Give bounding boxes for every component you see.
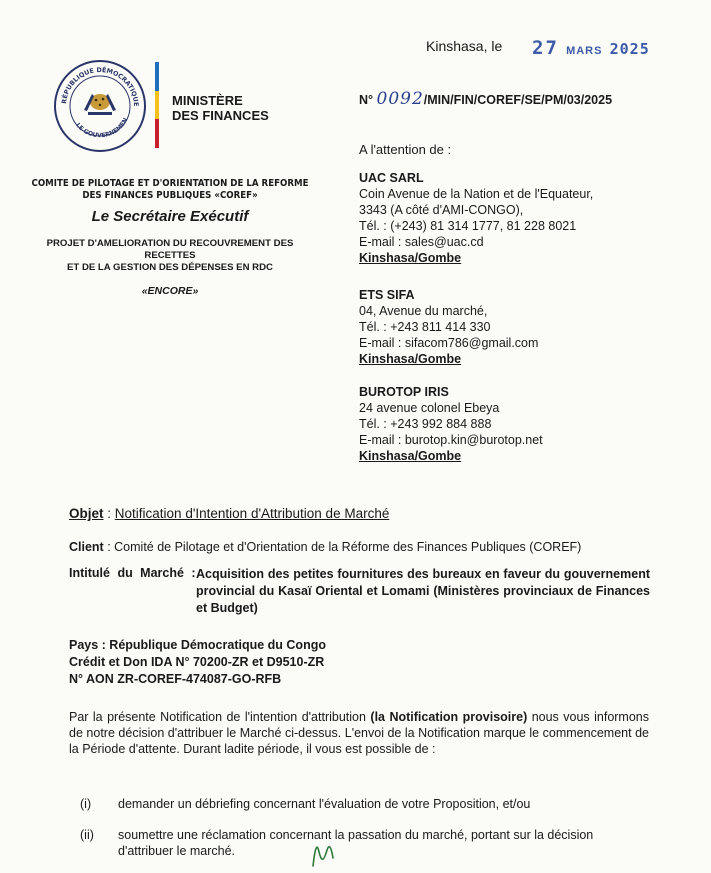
encore-label: «ENCORE»: [141, 285, 199, 297]
subject-value: Notification d'Intention d'Attribution de Marché: [114, 506, 390, 521]
list-item: [80, 796, 640, 816]
recipient-line: Tél. : +243 811 414 330: [359, 320, 491, 334]
date-day: 27: [532, 37, 559, 59]
recipient-block: [359, 287, 538, 367]
coref-line-1: COMITE DE PILOTAGE ET D'ORIENTATION DE LA REFORME: [31, 178, 309, 189]
projet-line-2: ET DE LA GESTION DES DÉPENSES EN RDC: [67, 262, 273, 273]
recipient-line: 04, Avenue du marché,: [359, 304, 488, 318]
contract-title-label: Intitulé du Marché :: [69, 566, 196, 580]
recipient-line: Tél. : (+243) 81 314 1777, 81 228 8021: [359, 219, 577, 233]
contract-title-value: Acquisition des petites fournitures des bureaux en faveur du gouvernement provincial du Kasaï Oriental et Lomami (Ministères provinciaux de Finances et Budget): [196, 567, 650, 615]
recipient-line: Tél. : +243 992 884 888: [359, 417, 492, 431]
flag-stripe-blue: [155, 62, 159, 91]
date-stamp: [532, 37, 650, 59]
leopard-emblem-icon: [84, 94, 116, 115]
flag-stripe-red: [155, 119, 159, 148]
paragraph-end: nous vous informons de notre décision d'attribuer le Marché ci-dessus. L'envoi de la Notification marque le commencement de la Période d'attente. Durant ladite période, il vous est possible de :: [69, 710, 650, 756]
recipient-name: BUROTOP IRIS: [359, 385, 449, 399]
recipient-block: [359, 384, 543, 464]
flag-stripe-yellow: [155, 91, 159, 120]
seal-bottom-text: LE GOUVERNEMEN: [74, 116, 130, 140]
aon-line: N° AON ZR-COREF-474087-GO-RFB: [69, 672, 282, 686]
reference-handwritten-number: 0092: [376, 89, 424, 109]
recipient-line: 3343 (A côté d'AMI-CONGO),: [359, 203, 524, 217]
ministry-name: [172, 93, 269, 123]
client-line: [69, 540, 581, 554]
ministry-line-1: MINISTÈRE: [172, 93, 243, 108]
recipient-block: [359, 170, 593, 266]
list-item-number: (i): [80, 797, 92, 811]
subject-label: Objet: [69, 506, 104, 521]
credit-line: Crédit et Don IDA N° 70200-ZR et D9510-ZR: [69, 655, 325, 669]
coref-line-2: DES FINANCES PUBLIQUES «COREF»: [82, 190, 258, 201]
handwritten-initial-mark: [305, 838, 345, 868]
coref-heading: [20, 178, 320, 202]
client-value: Comité de Pilotage et d'Orientation de la Réforme des Finances Publiques (COREF): [114, 540, 582, 554]
attention-line: A l'attention de :: [359, 142, 452, 157]
list-item-number: (ii): [80, 828, 94, 842]
projet-line-1: PROJET D'AMELIORATION DU RECOUVREMENT DES RECETTES: [46, 238, 294, 261]
list-item-text: soumettre une réclamation concernant la passation du marché, portant sur la décision d'attribuer le marché.: [118, 828, 594, 858]
recipient-name: ETS SIFA: [359, 288, 415, 302]
recipient-line: E-mail : burotop.kin@burotop.net: [359, 433, 543, 447]
recipient-line: E-mail : sales@uac.cd: [359, 235, 484, 249]
reference-prefix: N°: [359, 93, 374, 107]
client-sep: :: [103, 540, 115, 554]
projet-heading: [20, 238, 320, 274]
government-seal: [52, 58, 148, 154]
paragraph-bold: (la Notification provisoire): [370, 710, 528, 724]
date-year: 2025: [609, 40, 650, 58]
recipient-city: Kinshasa/Gombe: [359, 449, 462, 463]
list-item-text: demander un débriefing concernant l'évaluation de votre Proposition, et/ou: [118, 797, 531, 811]
recipient-line: 24 avenue colonel Ebeya: [359, 401, 500, 415]
subject-sep: :: [103, 506, 115, 521]
reference-number: [359, 89, 612, 109]
paragraph-start: Par la présente Notification de l'intention d'attribution: [69, 710, 371, 724]
recipient-name: UAC SARL: [359, 171, 424, 185]
seal-ring-text: RÉPUBLIQUE DÉMOCRATIQUE: [60, 65, 141, 107]
recipient-line: E-mail : sifacom786@gmail.com: [359, 336, 539, 350]
list-item: [80, 827, 640, 863]
client-label: Client: [69, 540, 104, 554]
recipient-city: Kinshasa/Gombe: [359, 352, 462, 366]
secretary-executive-title: Le Secrétaire Exécutif: [91, 208, 249, 225]
country-line: Pays : République Démocratique du Congo: [69, 638, 326, 652]
recipient-city: Kinshasa/Gombe: [359, 251, 462, 265]
date-place: Kinshasa, le: [426, 38, 503, 54]
ministry-line-2: DES FINANCES: [172, 108, 269, 123]
date-month: MARS: [566, 45, 603, 57]
funding-info: [69, 637, 326, 688]
subject-line: [69, 506, 389, 521]
reference-suffix: /MIN/FIN/COREF/SE/PM/03/2025: [423, 93, 613, 107]
body-paragraph: [69, 709, 649, 757]
recipient-line: Coin Avenue de la Nation et de l'Equateur,: [359, 187, 594, 201]
flag-color-bar: [155, 62, 159, 148]
